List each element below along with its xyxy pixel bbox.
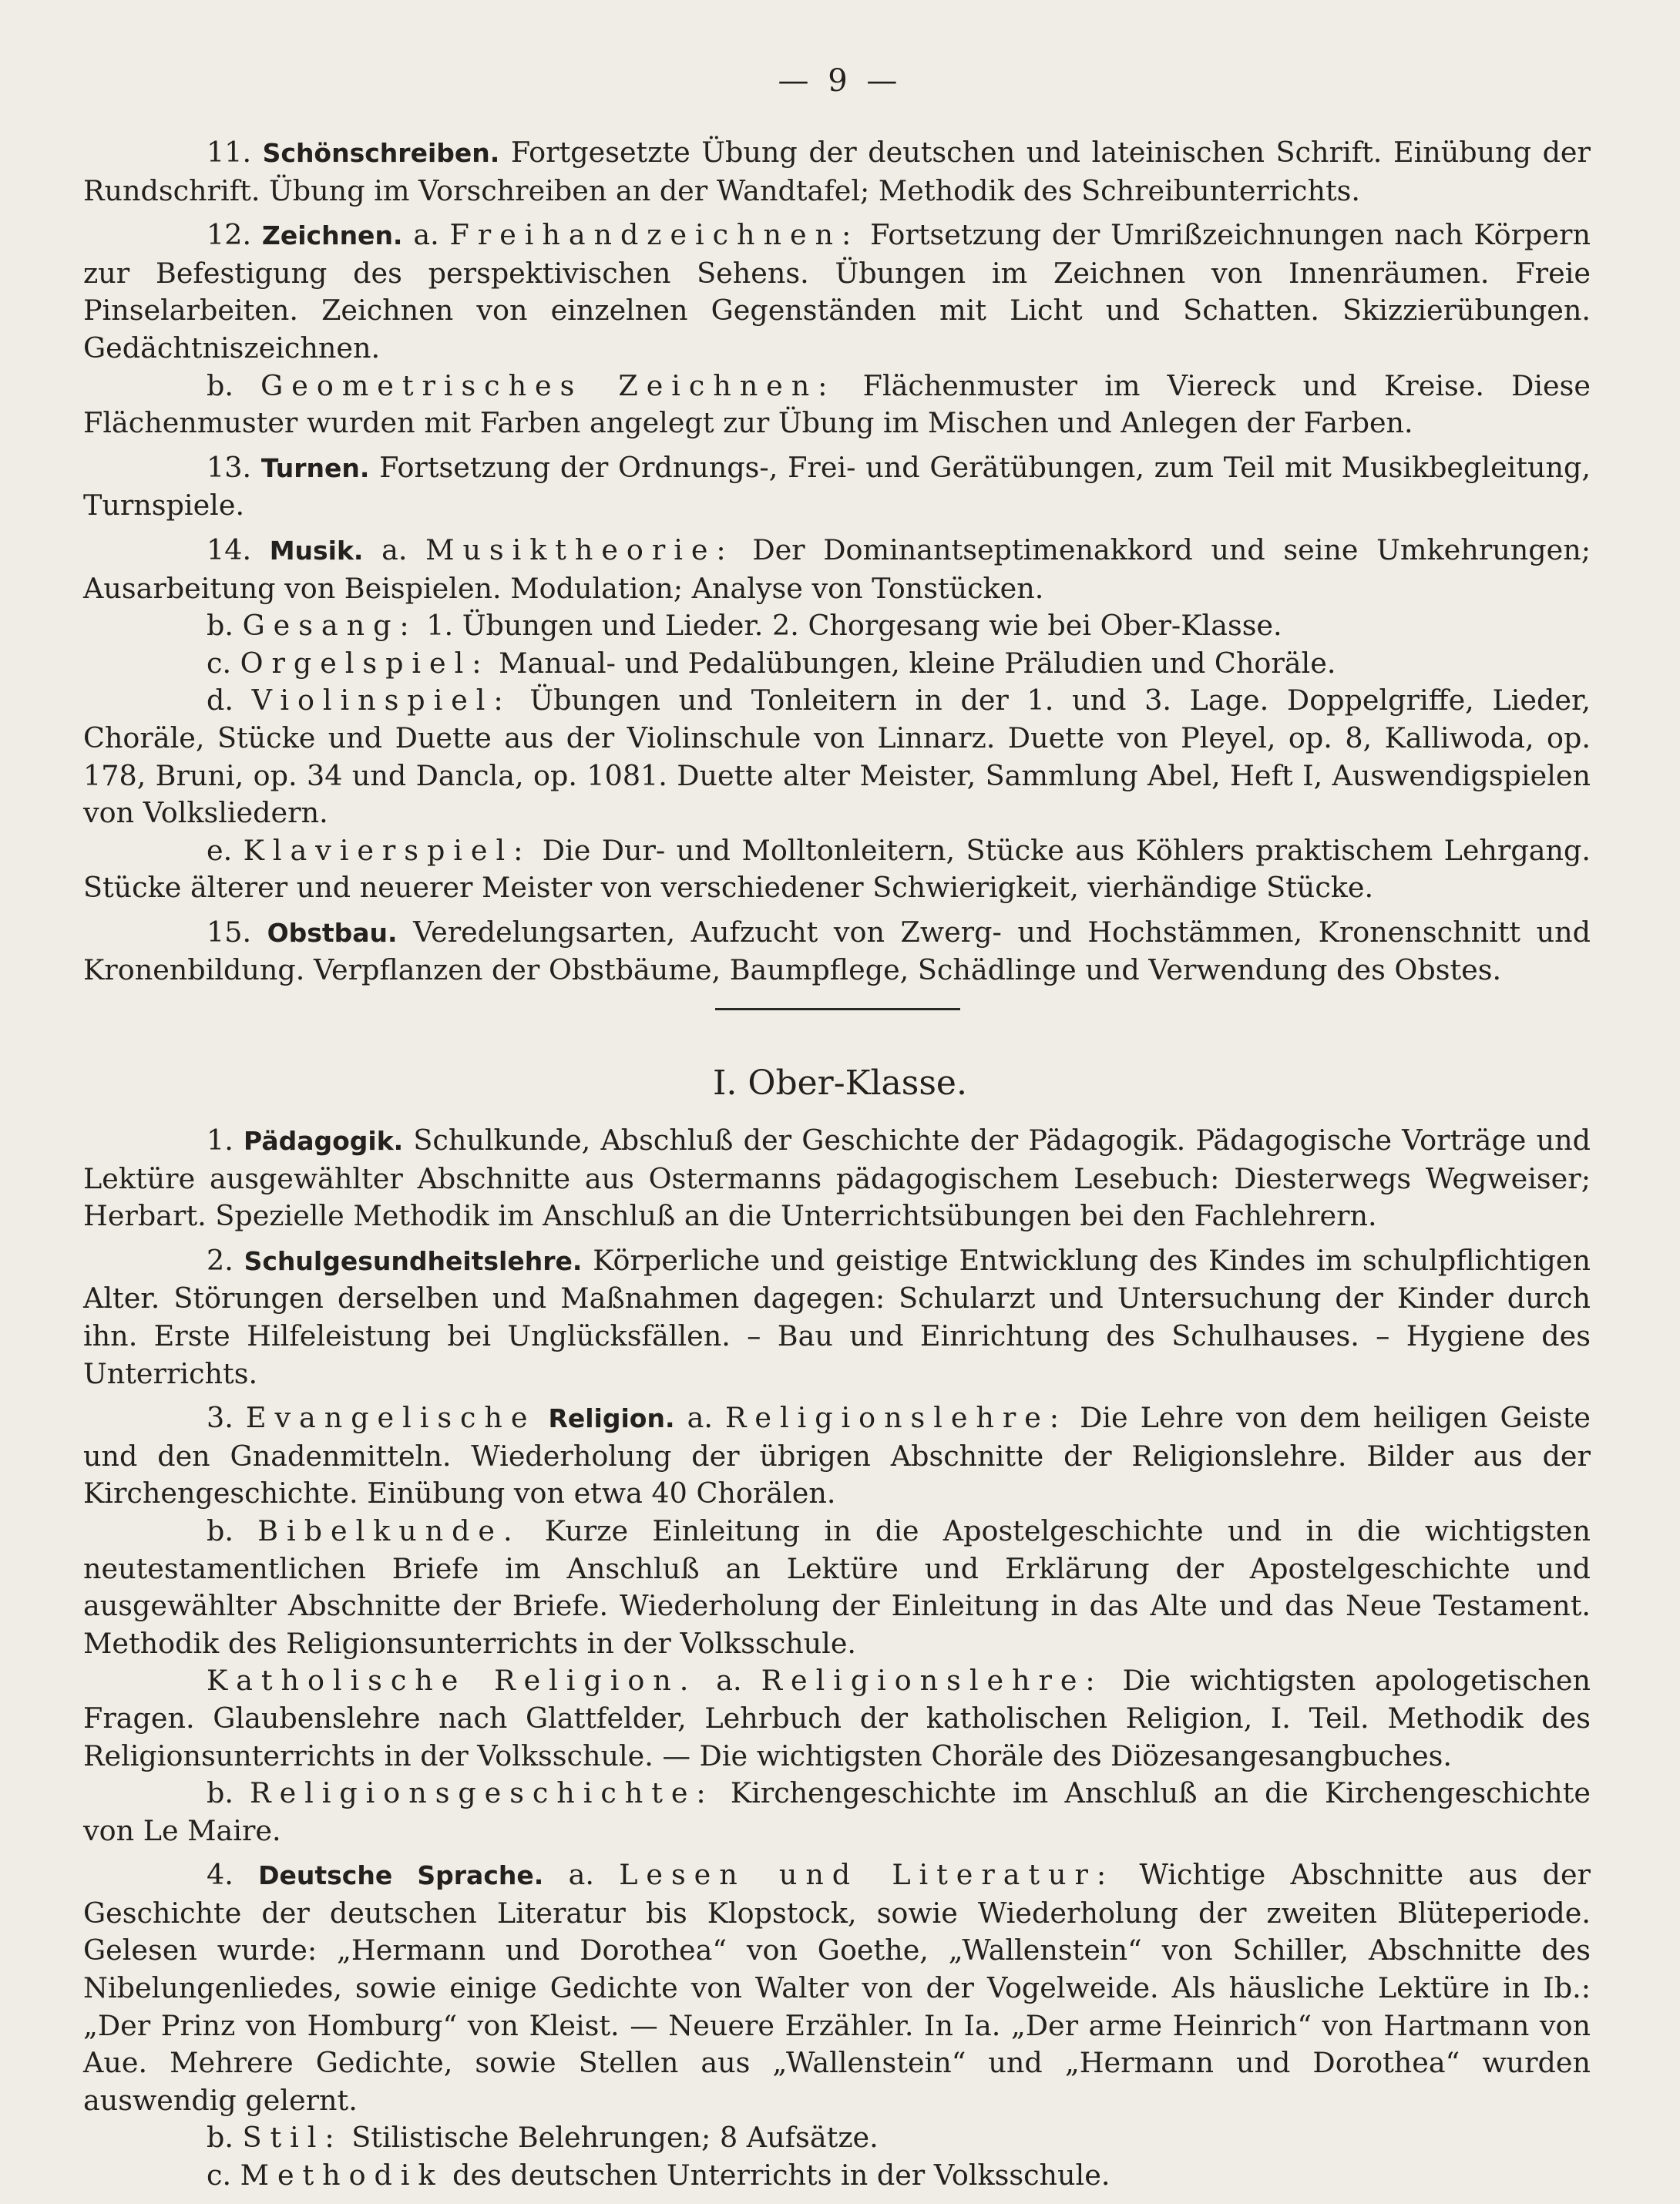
item-ev-religion-a: 3. Evangelische Religion. a. Religionslehre: Die Lehre von dem heiligen Geiste und den Gnadenmitteln. Wiederholung der übrigen Abschnitte der Religionslehre. Bilder aus der Kirchengeschichte. Einübung von etwa 40 Chorälen.	[83, 1401, 1591, 1510]
ober-klasse-curriculum	[83, 1122, 1591, 2202]
item-turnen: 13. Turnen. Fortsetzung der Ordnungs-, Frei- und Gerätübungen, zum Teil mit Musikbegleitung, Turnspiele.	[83, 450, 1591, 522]
item-paedagogik: 1. Pädagogik. Schulkunde, Abschluß der Geschichte der Pädagogik. Pädagogische Vorträge und Lektüre ausgewählter Abschnitte aus Ostermanns pädagogischem Lesebuch: Diesterwegs Wegweiser; Herbart. Spezielle Methodik im Anschluß an die Unterrichtsübungen bei den Fachlehrern.	[83, 1124, 1591, 1233]
item-kath-religion-b: b. Religionsgeschichte: Kirchengeschichte im Anschluß an die Kirchengeschichte von Le Maire.	[83, 1776, 1591, 1847]
heading-schulgesundheitslehre: Schulgesundheitslehre.	[244, 1245, 583, 1276]
heading-zeichnen: Zeichnen.	[261, 220, 403, 251]
heading-obstbau: Obstbau.	[267, 917, 398, 948]
heading-musik: Musik.	[269, 535, 364, 566]
item-zeichnen-b: b. Geometrisches Zeichnen: Flächenmuster im Viereck und Kreise. Diese Flächenmuster wurden mit Farben angelegt zur Übung im Mischen und Anlegen der Farben.	[83, 368, 1591, 440]
item-zeichnen-a: 12. Zeichnen. a. Freihandzeichnen: Fortsetzung der Umrißzeichnungen nach Körpern zur Befestigung des perspektivischen Sehens. Übungen im Zeichnen von Innenräumen. Freie Pinselarbeiten. Zeichnen von einzelnen Gegenständen mit Licht und Schatten. Skizzierübungen. Gedächtniszeichnen.	[83, 218, 1591, 365]
item-musik-d: d. Violinspiel: Übungen und Tonleitern in der 1. und 3. Lage. Doppelgriffe, Lieder, Choräle, Stücke und Duette aus der Violinschule von Linnarz. Duette von Pleyel, op. 8, Kalliwoda, op. 178, Bruni, op. 34 und Dancla, op. 1081. Duette alter Meister, Sammlung Abel, Heft I, Auswendigspielen von Volksliedern.	[83, 684, 1591, 830]
heading-turnen: Turnen.	[260, 452, 370, 483]
item-kath-religion-a: Katholische Religion. a. Religionslehre: Die wichtigsten apologetischen Fragen. Glaubenslehre nach Glattfelder, Lehrbuch der katholischen Religion, I. Teil. Methodik des Religionsunterrichts in der Volksschule. — Die wichtigsten Choräle des Diözesangesangbuches.	[83, 1664, 1591, 1772]
section-divider	[715, 1008, 960, 1010]
item-deutsche-sprache-b: b. Stil: Stilistische Belehrungen; 8 Aufsätze.	[207, 2121, 879, 2155]
item-musik-e: e. Klavierspiel: Die Dur- und Molltonleitern, Stücke aus Köhlers praktischem Lehrgang. Stücke älterer und neuerer Meister von verschiedener Schwierigkeit, vierhändige Stücke.	[83, 833, 1591, 905]
item-musik-a: 14. Musik. a. Musiktheorie: Der Dominantseptimenakkord und seine Umkehrungen; Ausarbeitung von Beispielen. Modulation; Analyse von Tonstücken.	[83, 533, 1591, 605]
heading-paedagogik: Pädagogik.	[244, 1126, 404, 1156]
item-deutsche-sprache-c: c. Methodik des deutschen Unterrichts in der Volksschule.	[207, 2159, 1110, 2192]
item-deutsche-sprache-a: 4. Deutsche Sprache. a. Lesen und Literatur: Wichtige Abschnitte aus der Geschichte der deutschen Literatur bis Klopstock, sowie Wiederholung der zweiten Blüteperiode. Gelesen wurde: „Hermann und Dorothea“ von Goethe, „Wallenstein“ von Schiller, Abschnitte des Nibelungenliedes, sowie einige Gedichte von Walter von der Vogelweide. Als häusliche Lektüre in Ib.: „Der Prinz von Homburg“ von Kleist. — Neuere Erzähler. In Ia. „Der arme Heinrich“ von Hartmann von Aue. Mehrere Gedichte, sowie Stellen aus „Wallenstein“ und „Hermann und Dorothea“ wurden auswendig gelernt.	[83, 1858, 1591, 2117]
item-schoenschreiben: 11. Schönschreiben. Fortgesetzte Übung der deutschen und lateinischen Schrift. Einübung der Rundschrift. Übung im Vorschreiben an der Wandtafel; Methodik des Schreibunterrichts.	[83, 136, 1591, 207]
item-ev-religion-b: b. Bibelkunde. Kurze Einleitung in die Apostelgeschichte und in die wichtigsten neutestamentlichen Briefe im Anschluß an Lektüre und Erklärung der Apostelgeschichte und ausgewählter Abschnitte der Briefe. Wiederholung der Einleitung in das Alte und das Neue Testament. Methodik des Religionsunterrichts in der Volksschule.	[83, 1514, 1591, 1660]
curriculum-continued	[83, 134, 1591, 996]
item-schulgesundheitslehre: 2. Schulgesundheitslehre. Körperliche und geistige Entwicklung des Kindes im schulpflichtigen Alter. Störungen derselben und Maßnahmen dagegen: Schularzt und Untersuchung der Kinder durch ihn. Erste Hilfeleistung bei Unglücksfällen. – Bau und Einrichtung des Schulhauses. – Hygiene des Unterrichts.	[83, 1243, 1591, 1390]
item-musik-b: b. Gesang: 1. Übungen und Lieder. 2. Chorgesang wie bei Ober-Klasse.	[207, 609, 1282, 643]
item-musik-c: c. Orgelspiel: Manual- und Pedalübungen, kleine Präludien und Choräle.	[207, 646, 1336, 680]
heading-schoenschreiben: Schönschreiben.	[262, 138, 500, 168]
page-number: — 9 —	[778, 63, 902, 99]
item-obstbau: 15. Obstbau. Veredelungsarten, Aufzucht von Zwerg- und Hochstämmen, Kronenschnitt und Kronenbildung. Verpflanzen der Obstbäume, Baumpflege, Schädlinge und Verwendung des Obstes.	[83, 915, 1591, 987]
section-title: I. Ober-Klasse.	[713, 1063, 967, 1103]
heading-religion: Religion.	[548, 1403, 675, 1434]
heading-deutsche-sprache: Deutsche Sprache.	[258, 1860, 544, 1891]
